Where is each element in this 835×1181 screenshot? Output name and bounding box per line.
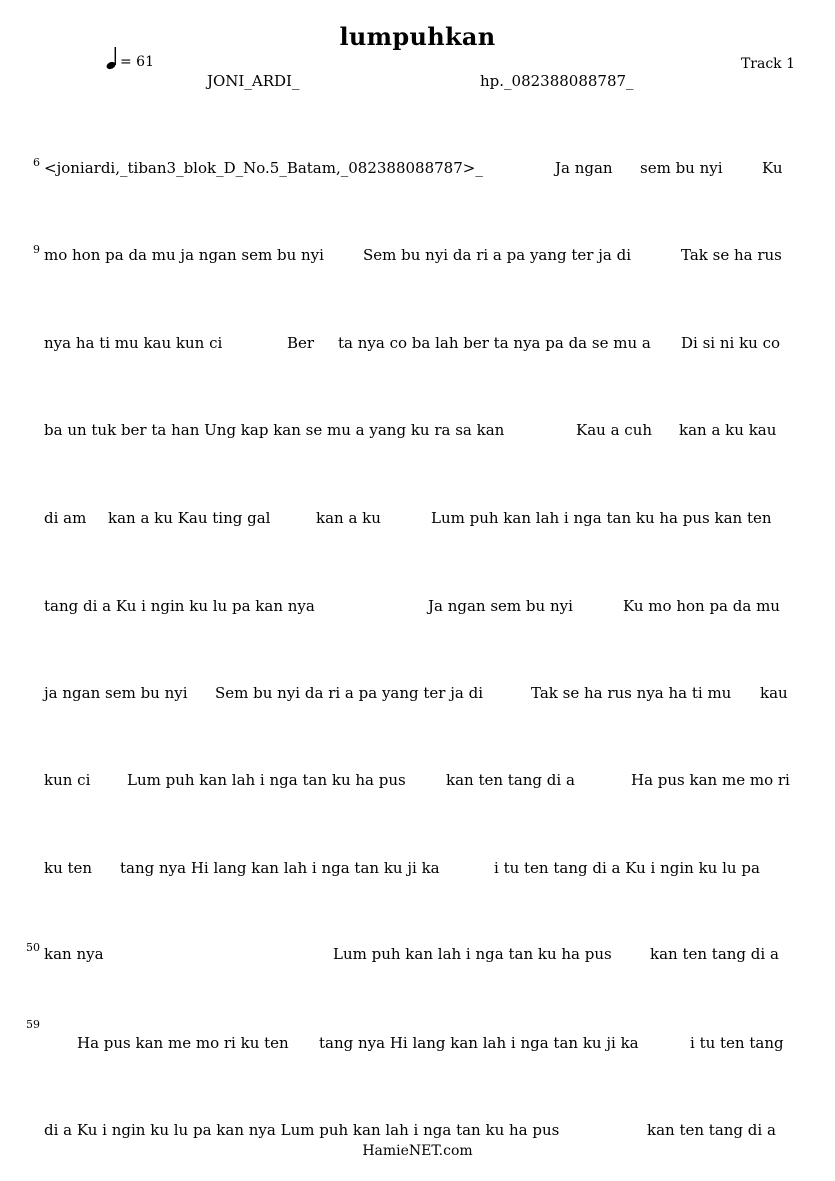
lyric-line	[0, 859, 835, 881]
lyric-segment: kan a ku	[316, 509, 381, 527]
lyric-line	[0, 246, 835, 268]
lyric-line	[0, 1034, 835, 1056]
tempo-value: = 61	[120, 54, 154, 70]
measure-number: 50	[26, 941, 40, 954]
lyric-segment: Kau a cuh	[576, 421, 653, 439]
lyric-segment: Lum puh kan lah i nga tan ku ha pus kan ten	[431, 509, 772, 527]
lyric-segment: Ku mo hon pa da mu	[623, 597, 780, 615]
lyric-segment: ba un tuk ber ta han Ung kap kan se mu a yang ku ra sa kan	[44, 421, 505, 439]
track-label: Track 1	[740, 56, 795, 72]
quarter-note-icon	[106, 46, 118, 70]
lyric-segment: Ja ngan	[555, 159, 613, 177]
lyric-segment: Sem bu nyi da ri a pa yang ter ja di	[363, 246, 632, 264]
lyric-segment: Sem bu nyi da ri a pa yang ter ja di	[215, 684, 484, 702]
lyric-segment: kan a ku kau	[679, 421, 777, 439]
lyric-line	[0, 509, 835, 531]
lyric-segment: kan ten tang di a	[650, 945, 779, 963]
lyric-segment: Ku	[762, 159, 783, 177]
lyric-segment: Ha pus kan me mo ri ku ten	[77, 1034, 289, 1052]
lyric-segment: <joniardi,_tiban3_blok_D_No.5_Batam,_082388088787>_	[44, 159, 483, 177]
lyric-segment: tang nya Hi lang kan lah i nga tan ku ji ka	[319, 1034, 639, 1052]
lyric-segment: Ja ngan sem bu nyi	[428, 597, 573, 615]
lyric-segment: kan a ku Kau ting gal	[108, 509, 271, 527]
lyric-segment: Ha pus kan me mo ri	[631, 771, 790, 789]
lyric-line	[0, 159, 835, 181]
lyric-segment: tang nya Hi lang kan lah i nga tan ku ji ka	[120, 859, 440, 877]
lyric-segment: Di si ni ku co	[681, 334, 781, 352]
measure-number: 59	[26, 1018, 40, 1031]
lyric-segment: tang di a Ku i ngin ku lu pa kan nya	[44, 597, 315, 615]
lyric-segment: ja ngan sem bu nyi	[44, 684, 188, 702]
lyric-line	[0, 945, 835, 967]
lyric-segment: di a Ku i ngin ku lu pa kan nya Lum puh kan lah i nga tan ku ha pus	[44, 1121, 560, 1139]
measure-number: 9	[33, 243, 40, 256]
lyric-line	[0, 684, 835, 706]
lyric-segment: mo hon pa da mu ja ngan sem bu nyi	[44, 246, 324, 264]
lyric-segment: ta nya co ba lah ber ta nya pa da se mu a	[338, 334, 651, 352]
lyric-segment: i tu ten tang	[690, 1034, 784, 1052]
lyric-segment: Tak se ha rus nya ha ti mu	[531, 684, 732, 702]
lyric-line	[0, 1121, 835, 1143]
lyric-segment: kan ten tang di a	[446, 771, 575, 789]
lyric-line	[0, 421, 835, 443]
lyric-segment: di am	[44, 509, 87, 527]
measure-number: 6	[33, 156, 40, 169]
lyric-segment: Tak se ha rus	[681, 246, 782, 264]
lyric-segment: sem bu nyi	[640, 159, 723, 177]
lyric-line	[0, 771, 835, 793]
lyric-segment: nya ha ti mu kau kun ci	[44, 334, 223, 352]
lyric-segment: ku ten	[44, 859, 93, 877]
footer-site: HamieNET.com	[362, 1143, 473, 1159]
lyric-segment: Lum puh kan lah i nga tan ku ha pus	[127, 771, 406, 789]
lyric-segment: kun ci	[44, 771, 91, 789]
lyric-segment: kan ten tang di a	[647, 1121, 776, 1139]
lyric-segment: kau	[760, 684, 788, 702]
lyric-segment: kan nya	[44, 945, 104, 963]
lyric-line	[0, 597, 835, 619]
composer-phone: hp._082388088787_	[480, 72, 634, 90]
composer-name: JONI_ARDI_	[207, 72, 300, 90]
lyric-line	[0, 334, 835, 356]
lyric-segment: Ber	[287, 334, 315, 352]
tempo-marking	[106, 46, 154, 70]
lyric-segment: Lum puh kan lah i nga tan ku ha pus	[333, 945, 612, 963]
score-title: lumpuhkan	[339, 22, 496, 51]
lyric-segment: i tu ten tang di a Ku i ngin ku lu pa	[494, 859, 760, 877]
